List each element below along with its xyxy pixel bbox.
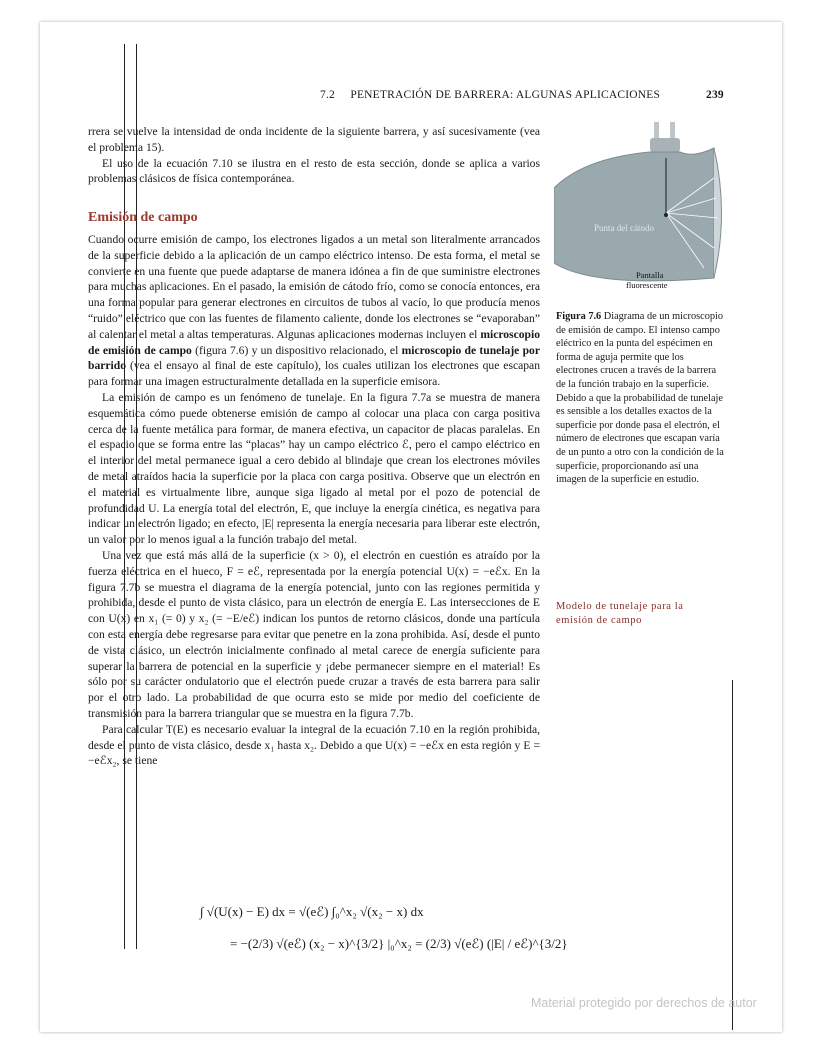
- paragraph: Una vez que está más allá de la superficie (x > 0), el electrón en cuestión es atraído por la fuerza eléctrica en el hueco, F = eℰ, representada por la energía potencial U(x) = −eℰx. En la figura 7.7b se muestra el diagrama de la energía potencial, junto con las regiones permitida y prohibida, desde el punto de vista clásico, para un electrón de energía E. Las intersecciones de E con U(x) en x₁ (= 0) y x₂ (= −E/eℰ) indican los puntos de retorno clásicos, donde una partícula con esta energía debe regresarse para evitar que penetre en la zona prohibida. Así, desde el punto de vista clásico, un electrón inicialmente confinado al metal carece de energía suficiente para superar la barrera de potencial en la superficie y ¡debe permanecer siempre en el material! Es sólo por su carácter ondulatorio que el electrón puede cruzar a través de esta barrera para salir por el otro lado. La probabilidad de que ocurra esto se mide por medio del coeficiente de transmisión para la barrera triangular que se muestra en la figura 7.7b.: [88, 548, 540, 720]
- label-cathode: Punta del cátodo: [594, 223, 654, 233]
- paragraph: La emisión de campo es un fenómeno de tunelaje. En la figura 7.7a se muestra de manera esquemática cómo puede obtenerse emisión de campo al colocar una placa con carga positiva cerca de la fuente metálica para formar, de manera efectiva, un capacitor de placas paralelas. En el espacio que se forma entre las “placas” hay un campo eléctrico ℰ, pero el campo eléctrico en el interior del metal permanece igual a cero debido al blindaje que crean los electrones móviles de metal atraídos hacia la superficie por la placa con carga positiva. Observe que un electrón en el material es virtualmente libre, aunque siga ligado al metal por el pozo de potencial de profundidad U. La energía total del electrón, E, que incluye la energía cinética, es negativa para indicar un electrón ligado; en efecto, |E| representa la energía necesaria para liberar este electrón, un valor por lo menos igual a la función trabajo del metal.: [88, 390, 540, 547]
- paragraph: El uso de la ecuación 7.10 se ilustra en el resto de esta sección, donde se aplica a varios problemas clásicos de física contemporánea.: [88, 156, 540, 186]
- watermark: Material protegido por derechos de autor: [531, 996, 757, 1010]
- fluorescent-screen: [714, 148, 722, 278]
- paragraph: Cuando ocurre emisión de campo, los electrones ligados a un metal son literalmente arrancados de la superficie debido a la aplicación de un campo eléctrico intenso. De esta forma, el metal se convierte en una fuente que puede adaptarse de manera idónea a fin de que suministre electrones para muchas aplicaciones. En el pasado, la emisión de cátodo frío, como se conocía entonces, era una forma popular para generar electrones en circuitos de tubos al vacío, lo que producía menos “ruido” eléctrico que con las fuentes de filamento caliente, donde los electrones se “evaporaban” al calentar el metal a altas temperaturas. Algunas aplicaciones modernas incluyen el microscopio de emisión de campo (figura 7.6) y un dispositivo relacionado, el microscopio de tunelaje por barrido (vea el ensayo al final de este capítulo), los cuales utilizan los electrones que escapan para formar una imagen estructuralmente detallada en la superficie emisora.: [88, 233, 540, 389]
- figure-caption: Figura 7.6 Diagrama de un microscopio de emisión de campo. El intenso campo eléctrico en la punta del espécimen en forma de aguja permite que los electrones crucen a través de la barrera de la función trabajo en la superficie. Debido a que la probabilidad de tunelaje es sensible a los detalles exactos de la superficie por donde pasa el electrón, el número de electrones que escapan varía de un punto a otro con la condición de la superficie, proporcionando así una imagen de la superficie en estudio.: [556, 311, 724, 486]
- equation: = −(2/3) √(eℰ) (x₂ − x)^{3/2} |₀^x₂ = (2/3) √(eℰ) (|E| / eℰ)^{3/2}: [230, 936, 568, 951]
- body-text: [88, 232, 540, 769]
- paragraph: Para calcular T(E) es necesario evaluar la integral de la ecuación 7.10 en la región prohibida, desde el punto de vista clásico, desde x₁ hasta x₂. Debido a que U(x) = −eℰx en esta región y E = −eℰx₂, se tiene: [88, 722, 540, 768]
- equation: ∫ √(U(x) − E) dx = √(eℰ) ∫₀^x₂ √(x₂ − x) dx: [200, 904, 424, 919]
- socket: [650, 138, 680, 152]
- label-screen: fluorescente: [626, 280, 668, 290]
- electrode: [670, 122, 675, 140]
- paragraph: rrera se vuelve la intensidad de onda incidente de la siguiente barrera, y así sucesivamente (vea el problema 15).: [88, 125, 540, 154]
- margin-note: Modelo de tunelaje para la emisión de campo: [556, 601, 684, 626]
- label-screen: Pantalla: [636, 270, 664, 280]
- running-header: [320, 89, 724, 101]
- section-title: Emisión de campo: [88, 210, 198, 225]
- scan-line: [732, 680, 733, 1030]
- field-emission-microscope-figure: [554, 118, 726, 298]
- glass-tube: [554, 148, 714, 281]
- cathode-tip: [664, 213, 668, 217]
- intro-text: [88, 124, 540, 187]
- section-number: 7.2: [320, 89, 335, 101]
- electrode: [654, 122, 659, 140]
- header-title: PENETRACIÓN DE BARRERA: ALGUNAS APLICACIONES: [350, 89, 661, 101]
- page-number: 239: [706, 89, 724, 101]
